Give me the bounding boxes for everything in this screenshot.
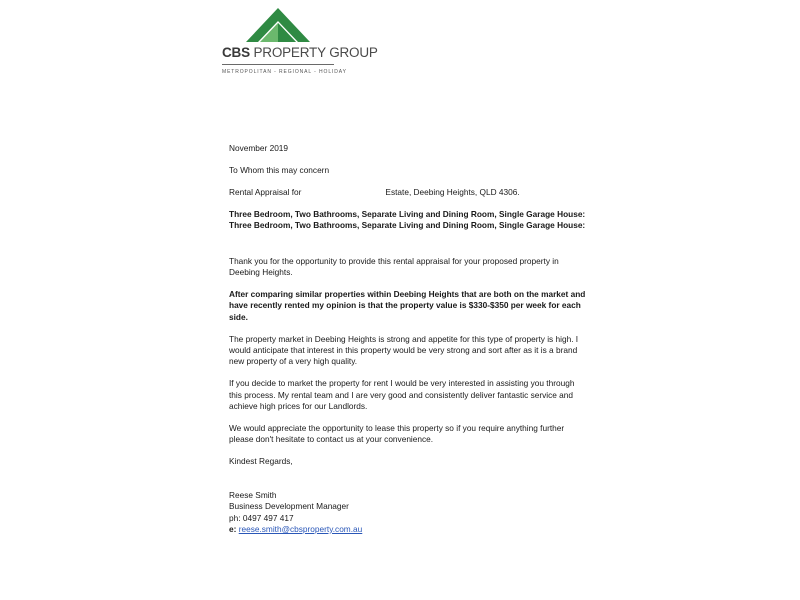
signature-phone bbox=[229, 513, 589, 524]
company-name-bold: CBS bbox=[222, 45, 250, 60]
roof-logo-icon bbox=[246, 8, 310, 42]
signature-email bbox=[229, 524, 589, 535]
paragraph-valuation: After comparing similar properties within Deebing Heights that are both on the market and have recently rented my opinion is that the property value is $330-$350 per week for each side. bbox=[229, 288, 586, 322]
phone-number: 0497 497 417 bbox=[242, 512, 294, 523]
appraisal-label: Rental Appraisal for bbox=[229, 186, 302, 197]
company-tagline: METROPOLITAN - REGIONAL - HOLIDAY bbox=[222, 69, 347, 75]
letter-body bbox=[229, 143, 589, 535]
appraisal-heading bbox=[229, 187, 589, 198]
company-name-rest: PROPERTY GROUP bbox=[253, 45, 378, 60]
paragraph-closing: We would appreciate the opportunity to lease this property so if you require anything further please don't hesitate to contact us at your convenience. bbox=[229, 423, 565, 445]
paragraph-market: The property market in Deebing Heights is strong and appetite for this type of property is high. I would anticipate that interest in this property would be very strong and sort after as it is a brand new property of a very high quality. bbox=[229, 333, 579, 367]
appraisal-address: Estate, Deebing Heights, QLD 4306. bbox=[385, 186, 520, 197]
paragraph-offer: If you decide to market the property for rent I would be very interested in assisting you through this process. My rental team and I are very good and consistently deliver fantastic service and achieve high prices for our Landlords. bbox=[229, 378, 575, 412]
phone-label: ph: bbox=[229, 512, 241, 523]
letter-date: November 2019 bbox=[229, 143, 289, 153]
company-name bbox=[222, 45, 378, 60]
letter-salutation: To Whom this may concern bbox=[229, 164, 330, 175]
signature-name: Reese Smith bbox=[229, 489, 277, 500]
signature-title: Business Development Manager bbox=[229, 501, 349, 512]
email-link[interactable]: reese.smith@cbsproperty.com.au bbox=[238, 523, 363, 534]
paragraph-thanks: Thank you for the opportunity to provide this rental appraisal for your proposed property in Deebing Heights. bbox=[229, 255, 559, 277]
letter-sign-off: Kindest Regards, bbox=[229, 456, 293, 467]
property-description-line-1: Three Bedroom, Two Bathrooms, Separate Living and Dining Room, Single Garage House: bbox=[229, 208, 586, 219]
property-description-line-2: Three Bedroom, Two Bathrooms, Separate Living and Dining Room, Single Garage House: bbox=[229, 220, 586, 231]
logo-divider bbox=[222, 64, 334, 65]
email-label: e: bbox=[229, 523, 237, 534]
company-logo bbox=[222, 8, 378, 75]
